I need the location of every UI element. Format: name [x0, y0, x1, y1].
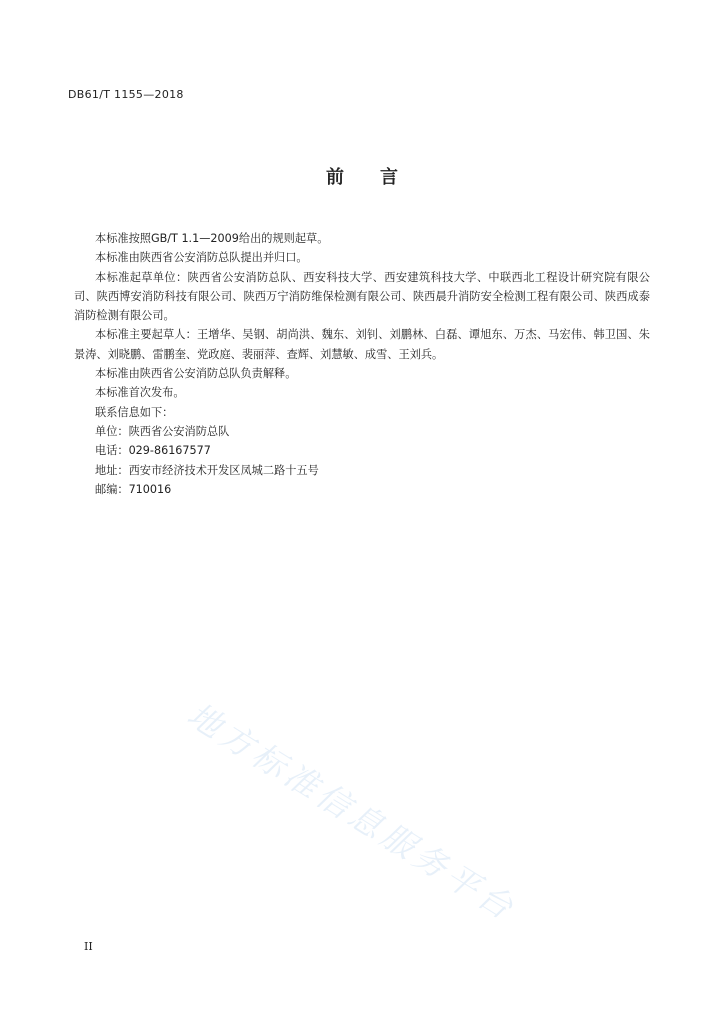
title-char-2: 言 — [380, 167, 398, 188]
title-char-1: 前 — [326, 167, 344, 188]
contact-postcode: 邮编：710016 — [95, 482, 172, 496]
page-number: II — [84, 940, 93, 953]
paragraph-proposer: 本标准由陕西省公安消防总队提出并归口。 — [95, 251, 308, 265]
paragraph-drafters: 本标准主要起草人：王增华、吴钢、胡尚洪、魏东、刘钊、刘鹏林、白磊、谭旭东、万杰、马宏伟、韩卫国、朱景涛、刘晓鹏、雷鹏奎、党政庭、裴丽萍、查辉、刘慧敏、成雪、王刘兵。 — [74, 328, 650, 361]
document-code: DB61/T 1155—2018 — [68, 88, 184, 101]
foreword-body — [74, 229, 650, 499]
paragraph-first-release: 本标准首次发布。 — [95, 386, 185, 400]
watermark-text: 地方标准信息服务平台 — [180, 694, 524, 930]
paragraph-drafting-units: 本标准起草单位：陕西省公安消防总队、西安科技大学、西安建筑科技大学、中联西北工程设计研究院有限公司、陕西博安消防科技有限公司、陕西万宁消防维保检测有限公司、陕西晨升消防安全检测工程有限公司、陕西成泰消防检测有限公司。 — [74, 270, 650, 323]
contact-address: 地址：西安市经济技术开发区凤城二路十五号 — [95, 463, 319, 477]
paragraph-drafting-rules: 本标准按照GB/T 1.1—2009给出的规则起草。 — [95, 232, 329, 245]
paragraph-interpretation: 本标准由陕西省公安消防总队负责解释。 — [95, 367, 297, 381]
contact-unit: 单位：陕西省公安消防总队 — [95, 424, 230, 438]
paragraph-contact-heading: 联系信息如下： — [95, 405, 174, 419]
page-title — [0, 163, 724, 189]
contact-phone: 电话：029-86167577 — [95, 444, 211, 458]
